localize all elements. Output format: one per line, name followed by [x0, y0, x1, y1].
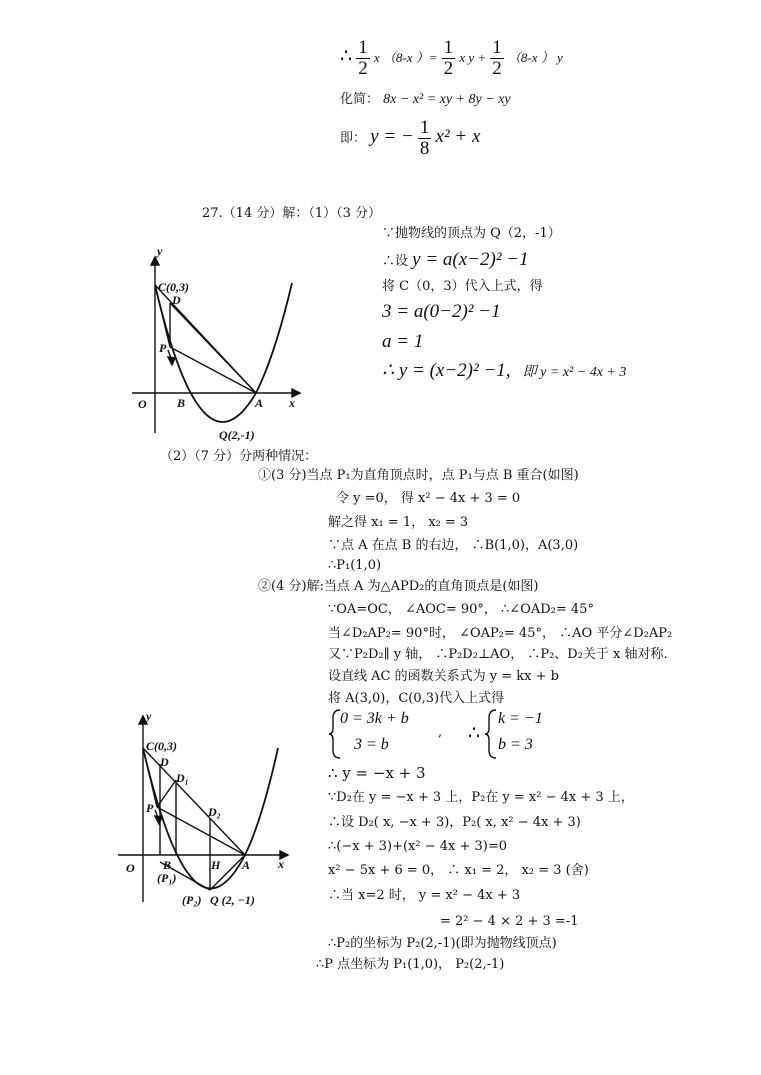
- simplify-expr: 8x − x² = xy + 8y − xy: [383, 92, 511, 107]
- fig2-point-d1: D₁: [176, 771, 189, 785]
- q27-l4: 3 = a(0−2)² −1: [382, 301, 501, 322]
- case2-l15: ∴P 点坐标为 P₁(1,0)， P₂(2,-1): [316, 957, 505, 972]
- case1-l3: 解之得 x₁ = 1， x₂ = 3: [328, 515, 469, 530]
- case1-l5: ∴P₁(1,0): [328, 558, 382, 573]
- ie-expr-a: y = −: [370, 126, 414, 147]
- fig2-point-p2: (P₂): [182, 893, 202, 907]
- fig2-point-p1: (P₁): [157, 871, 177, 885]
- q27-l6: [382, 362, 626, 382]
- equation-system: 0 = 3k + b 3 = b , ∴ k = −1 b = 3: [328, 708, 588, 760]
- figure-2: [112, 709, 292, 912]
- fig1-point-b: B: [177, 396, 186, 410]
- case1-l2: 令 y =0， 得 x² − 4x + 3 = 0: [336, 491, 521, 506]
- case2-l10: ∴(−x + 3)+(x² − 4x + 3)=0: [328, 839, 507, 854]
- case2-l11: x² − 5x + 6 = 0， ∴ x₁ = 2， x₂ = 3 (舍): [328, 863, 589, 878]
- case2-l14: ∴P₂的坐标为 P₂(2,-1)(即为抛物线顶点): [328, 936, 557, 951]
- fig2-point-d2: D₂: [208, 805, 221, 819]
- case2-l12: ∴当 x=2 时， y = x² − 4x + 3: [328, 888, 521, 903]
- fig1-origin-label: O: [138, 397, 147, 411]
- case1-l1: ①(3 分)当点 P₁为直角顶点时，点 P₁与点 B 重合(如图): [258, 468, 579, 483]
- q27-l2: [382, 251, 529, 271]
- case2-l1: ②(4 分)解:当点 A 为△APD₂的直角顶点是(如图): [258, 579, 539, 594]
- fig2-point-c: C(0,3): [146, 739, 177, 753]
- case2-l4: 又∵P₂D₂∥ y 轴， ∴P₂D₂⊥AO， ∴P₂、D₂关于 x 轴对称.: [328, 647, 668, 662]
- fig2-point-h: H: [211, 858, 221, 872]
- case2-l9: ∴设 D₂( x, −x + 3)，P₂( x, x² − 4x + 3): [328, 815, 581, 830]
- fig1-y-label: y: [157, 244, 163, 258]
- case2-l3: 当∠D₂AP₂= 90°时， ∠OAP₂= 45°， ∴AO 平分∠D₂AP₂: [328, 626, 673, 641]
- fig2-point-p: P: [146, 801, 154, 815]
- fig2-point-a: A: [242, 858, 251, 872]
- sys2-eq-b: b = 3: [498, 736, 533, 753]
- case1-l4: ∵点 A 在点 B 的右边， ∴B(1,0)，A(3,0): [328, 538, 579, 553]
- q27-l2-expr: y = a(x−2)² −1: [412, 249, 529, 270]
- sys1-eq-b: 3 = b: [354, 736, 389, 753]
- q27-l3: 将 C（0，3）代入上式，得: [382, 279, 543, 294]
- therefore-symbol: ∴: [340, 45, 353, 67]
- fig2-x-label: x: [278, 857, 284, 871]
- q27-l6-expr: ∴ y = (x−2)² −1,: [382, 360, 511, 381]
- case2-l7: ∴ y = −x + 3: [328, 764, 426, 782]
- ie-line: [340, 118, 480, 166]
- eq-line-1: [340, 38, 563, 88]
- fraction-eighth: $\frac{1}{8}$: [419, 117, 430, 159]
- eq1-part-c: （8-x ） y: [507, 50, 563, 65]
- sys1-eq-a: 0 = 3k + b: [340, 710, 409, 727]
- fig2-point-q: Q (2, −1): [210, 893, 255, 907]
- fraction-half-2: $\frac{1}{2}$: [443, 37, 454, 79]
- q27-heading: 27.（14 分）解：（1）（3 分）: [202, 206, 382, 221]
- ie-label: 即：: [340, 131, 367, 146]
- case2-l5: 设直线 AC 的函数关系式为 y = kx + b: [328, 669, 559, 684]
- fig1-point-d: D: [172, 293, 181, 307]
- fig1-x-label: x: [289, 396, 295, 410]
- fig1-point-q: Q(2,-1): [219, 428, 255, 442]
- q27-l6-suffix: 即 y = x² − 4x + 3: [522, 365, 627, 380]
- figure-1: [122, 244, 302, 445]
- fig2-point-b: B: [163, 858, 172, 872]
- left-brace-2: [484, 708, 498, 760]
- case2-l13: = 2² − 4 × 2 + 3 =-1: [440, 914, 579, 929]
- simplify-line: [340, 91, 511, 109]
- part2-heading: （2）（7 分）分两种情况：: [160, 449, 318, 464]
- fig1-point-c: C(0,3): [158, 280, 189, 294]
- case2-l8: ∵D₂在 y = −x + 3 上，P₂在 y = x² − 4x + 3 上，: [328, 790, 634, 805]
- sys2-eq-a: k = −1: [498, 710, 543, 727]
- sys-therefore: ∴: [468, 722, 481, 744]
- eq1-part-b: x y +: [459, 50, 487, 65]
- simplify-label: 化简：: [340, 92, 380, 107]
- fig2-y-label: y: [146, 709, 152, 723]
- case2-l6: 将 A(3,0)，C(0,3)代入上式得: [328, 691, 505, 706]
- fig2-point-d: D: [160, 755, 169, 769]
- ie-expr-b: x² + x: [435, 126, 481, 147]
- case2-l2: ∵OA=OC， ∠AOC= 90°， ∴∠OAD₂= 45°: [328, 602, 594, 617]
- q27-l2-prefix: ∴设: [382, 254, 409, 269]
- q27-l1: ∵抛物线的顶点为 Q（2，-1）: [382, 226, 561, 241]
- fig2-origin-label: O: [126, 861, 135, 875]
- fraction-half-3: $\frac{1}{2}$: [492, 37, 502, 79]
- fig1-point-a: A: [255, 396, 264, 410]
- q27-l5: a = 1: [382, 331, 424, 352]
- fig1-point-p: P: [159, 341, 167, 355]
- fraction-half-1: $\frac{1}{2}$: [358, 37, 368, 79]
- eq1-part-a: x （8-x ）=: [373, 50, 438, 65]
